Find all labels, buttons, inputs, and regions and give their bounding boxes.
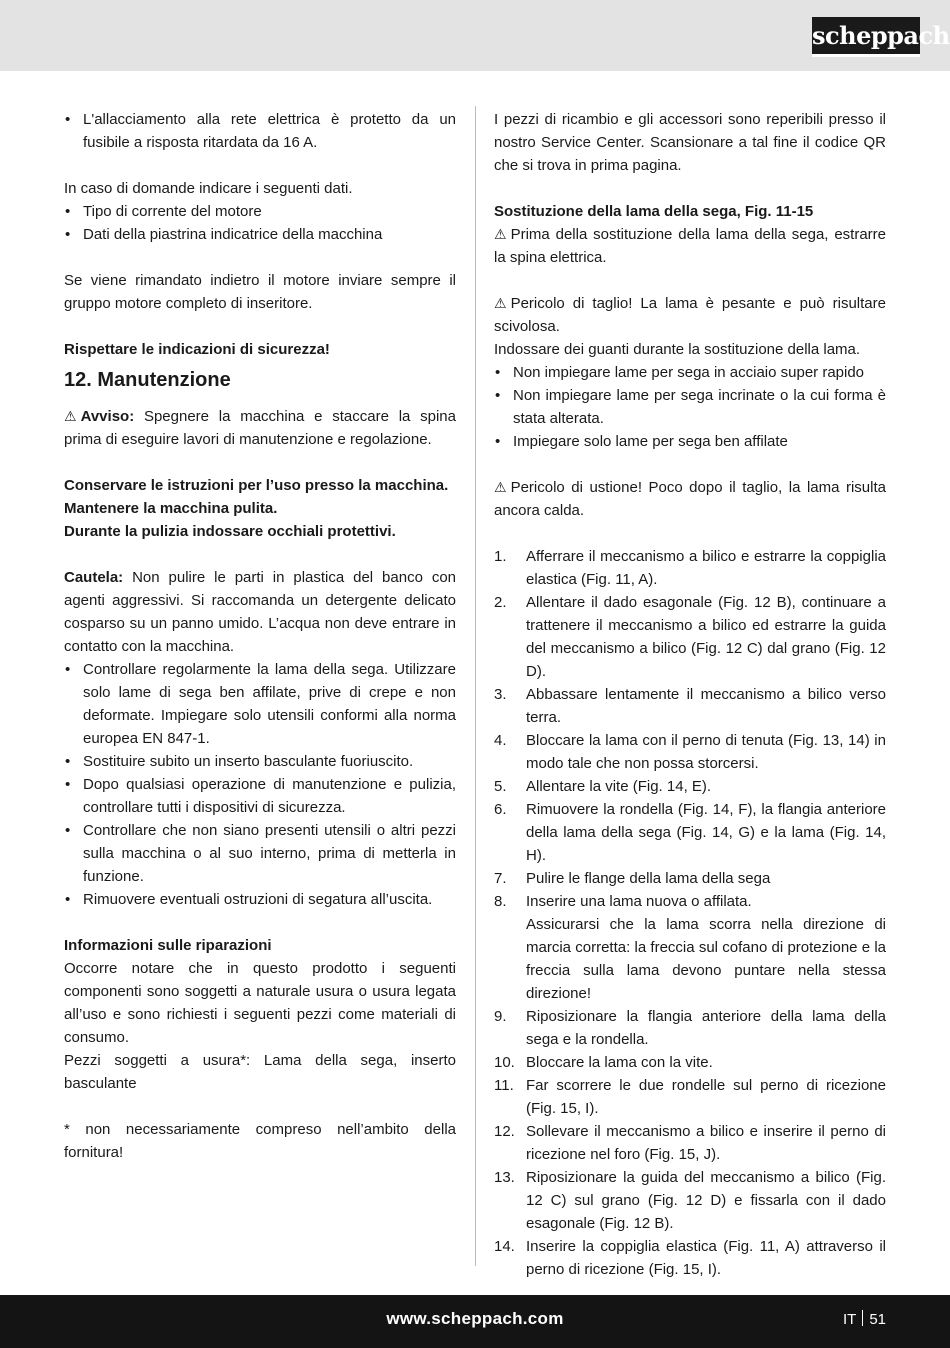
warning-icon: ⚠ bbox=[64, 408, 77, 424]
step-text: Allentare il dado esagonale (Fig. 12 B), continuare a trattenere il meccanismo a bilico ed estrarre la guida del meccanismo a bilico (Fig. 12 C) dal grano (Fig. 12 D). bbox=[526, 594, 886, 680]
step-item bbox=[494, 1120, 886, 1166]
list-item: • Non impiegare lame per sega in acciaio super rapido bbox=[494, 361, 886, 384]
step-number: 9. bbox=[494, 1008, 507, 1025]
step-item bbox=[494, 729, 886, 775]
warning-icon: ⚠ bbox=[494, 226, 507, 242]
step-text: Far scorrere le due rondelle sul perno di ricezione (Fig. 15, I). bbox=[526, 1077, 886, 1117]
step-text: Abbassare lentamente il meccanismo a bilico verso terra. bbox=[526, 686, 886, 726]
cut-warning-text: Pericolo di taglio! La lama è pesante e può risultare scivolosa. bbox=[494, 295, 886, 335]
section-title: 12. Manutenzione bbox=[64, 369, 231, 391]
avviso-label: Avviso: bbox=[80, 408, 135, 425]
list-item: • Dati della piastrina indicatrice della macchina bbox=[64, 223, 456, 246]
safety-notice: Rispettare le indicazioni di sicurezza! bbox=[64, 341, 330, 358]
step-item bbox=[494, 1074, 886, 1120]
step-number: 2. bbox=[494, 594, 507, 611]
step-item bbox=[494, 1051, 886, 1074]
keep-clean: Mantenere la macchina pulita. bbox=[64, 500, 278, 517]
warning-icon: ⚠ bbox=[494, 479, 507, 495]
spare-parts-text: I pezzi di ricambio e gli accessori sono reperibili presso il nostro Service Center. Scansionare a tal fine il codice QR che si trova in prima pagina. bbox=[494, 111, 886, 174]
blade-warning-text: Prima della sostituzione della lama della sega, estrarre la spina elettrica. bbox=[494, 226, 886, 266]
divider bbox=[862, 1310, 863, 1326]
step-number: 4. bbox=[494, 732, 507, 749]
website-url: www.scheppach.com bbox=[386, 1309, 564, 1328]
blade-replacement-title: Sostituzione della lama della sega, Fig. 11-15 bbox=[494, 203, 814, 220]
cautela-paragraph bbox=[64, 566, 456, 658]
list-item: • Sostituire subito un inserto basculante fuoriuscito. bbox=[64, 750, 456, 773]
step-item bbox=[494, 1235, 886, 1281]
left-column bbox=[64, 108, 456, 1164]
cautela-text: Non pulire le parti in plastica del banco con agenti aggressivi. Si raccomanda un detergente delicato cosparso su un panno umido. L’acqua non deve entrare in contatto con la macchina. bbox=[64, 569, 456, 655]
step-text: Bloccare la lama con la vite. bbox=[526, 1054, 713, 1071]
step-text: Afferrare il meccanismo a bilico e estrarre la coppiglia elastica (Fig. 11, A). bbox=[526, 548, 886, 588]
step-number: 10. bbox=[494, 1054, 515, 1071]
wear-parts-text: Pezzi soggetti a usura*: Lama della sega, inserto basculante bbox=[64, 1052, 456, 1092]
repair-text: Occorre notare che in questo prodotto i seguenti componenti sono soggetti a naturale usura o usura legata all’uso e sono richiesti i seguenti pezzi come materiali di consumo. bbox=[64, 960, 456, 1046]
step-item bbox=[494, 1166, 886, 1235]
warning-icon: ⚠ bbox=[494, 295, 507, 311]
burn-warning bbox=[494, 476, 886, 522]
list-item: • Controllare che non siano presenti utensili o altri pezzi sulla macchina o al suo interno, prima di metterla in funzione. bbox=[64, 819, 456, 888]
motor-return-text: Se viene rimandato indietro il motore inviare sempre il gruppo motore completo di inseritore. bbox=[64, 272, 456, 312]
step-number: 13. bbox=[494, 1169, 515, 1186]
step-item bbox=[494, 591, 886, 683]
list-item: • Controllare regolarmente la lama della sega. Utilizzare solo lame di sega ben affilate, prive di crepe e non deformate. Impiegare solo utensili conformi alla norma europea EN 847-1. bbox=[64, 658, 456, 750]
page-indicator bbox=[843, 1310, 886, 1328]
page-number: 51 bbox=[869, 1311, 886, 1328]
step-number: 6. bbox=[494, 801, 507, 818]
footnote: * non necessariamente compreso nell’ambito della fornitura! bbox=[64, 1121, 456, 1161]
step-number: 12. bbox=[494, 1123, 515, 1140]
step-text: Inserire la coppiglia elastica (Fig. 11, A) attraverso il perno di ricezione (Fig. 15, I). bbox=[526, 1238, 886, 1278]
step-item bbox=[494, 1005, 886, 1051]
column-divider bbox=[475, 106, 476, 1266]
page-header bbox=[0, 0, 950, 71]
blade-list bbox=[494, 361, 886, 453]
cautela-label: Cautela: bbox=[64, 569, 124, 586]
questions-intro: In caso di domande indicare i seguenti dati. bbox=[64, 180, 353, 197]
blade-warning bbox=[494, 223, 886, 269]
list-item: • L'allacciamento alla rete elettrica è protetto da un fusibile a risposta ritardata da 16 A. bbox=[64, 108, 456, 154]
cut-warning bbox=[494, 292, 886, 338]
list-item: • Tipo di corrente del motore bbox=[64, 200, 456, 223]
step-item bbox=[494, 683, 886, 729]
step-item bbox=[494, 798, 886, 867]
steps-list bbox=[494, 545, 886, 1281]
page-footer bbox=[0, 1295, 950, 1348]
step-text: Riposizionare la flangia anteriore della lama della sega e la rondella. bbox=[526, 1008, 886, 1048]
step-number: 11. bbox=[494, 1077, 514, 1094]
step-text: Pulire le flange della lama della sega bbox=[526, 870, 771, 887]
keep-instructions: Conservare le istruzioni per l’uso presso la macchina. bbox=[64, 477, 449, 494]
list-item: • Dopo qualsiasi operazione di manutenzione e pulizia, controllare tutti i dispositivi di sicurezza. bbox=[64, 773, 456, 819]
step-text: Bloccare la lama con il perno di tenuta (Fig. 13, 14) in modo tale che non possa storcersi. bbox=[526, 732, 886, 772]
avviso-text: Spegnere la macchina e staccare la spina prima di eseguire lavori di manutenzione e regolazione. bbox=[64, 408, 456, 448]
gloves-text: Indossare dei guanti durante la sostituzione della lama. bbox=[494, 341, 861, 358]
step-text: Rimuovere la rondella (Fig. 14, F), la flangia anteriore della lama della sega (Fig. 14, G) e la lama (Fig. 14, H). bbox=[526, 801, 886, 864]
step-extra-text: Assicurarsi che la lama scorra nella direzione di marcia corretta: la freccia sul cofano di protezione e la freccia sulla lama devono puntare nella stessa direzione! bbox=[526, 916, 886, 1002]
step-number: 3. bbox=[494, 686, 507, 703]
step-text: Inserire una lama nuova o affilata. bbox=[526, 893, 752, 910]
avviso-paragraph bbox=[64, 405, 456, 451]
step-item bbox=[494, 867, 886, 890]
maintenance-list bbox=[64, 658, 456, 911]
repair-title: Informazioni sulle riparazioni bbox=[64, 937, 272, 954]
step-number: 7. bbox=[494, 870, 507, 887]
step-item bbox=[494, 890, 886, 1005]
language-code: IT bbox=[842, 1311, 857, 1328]
step-text: Sollevare il meccanismo a bilico e inserire il perno di ricezione nel foro (Fig. 15, J). bbox=[526, 1123, 886, 1163]
list-item: • Rimuovere eventuali ostruzioni di segatura all’uscita. bbox=[64, 888, 456, 911]
burn-warning-text: Pericolo di ustione! Poco dopo il taglio, la lama risulta ancora calda. bbox=[494, 479, 886, 519]
fuse-list bbox=[64, 108, 456, 154]
step-number: 14. bbox=[494, 1238, 515, 1255]
step-number: 5. bbox=[494, 778, 507, 795]
step-text: Riposizionare la guida del meccanismo a bilico (Fig. 12 C) sul grano (Fig. 12 D) e fissarla con il dado esagonale (Fig. 12 B). bbox=[526, 1169, 886, 1232]
wear-goggles: Durante la pulizia indossare occhiali protettivi. bbox=[64, 523, 396, 540]
list-item: • Impiegare solo lame per sega ben affilate bbox=[494, 430, 886, 453]
list-item: • Non impiegare lame per sega incrinate o la cui forma è stata alterata. bbox=[494, 384, 886, 430]
scheppach-logo: scheppach bbox=[812, 17, 920, 57]
step-number: 1. bbox=[494, 548, 507, 565]
step-item bbox=[494, 545, 886, 591]
step-number: 8. bbox=[494, 893, 507, 910]
right-column bbox=[494, 108, 886, 1281]
step-text: Allentare la vite (Fig. 14, E). bbox=[526, 778, 712, 795]
step-item bbox=[494, 775, 886, 798]
questions-list bbox=[64, 200, 456, 246]
